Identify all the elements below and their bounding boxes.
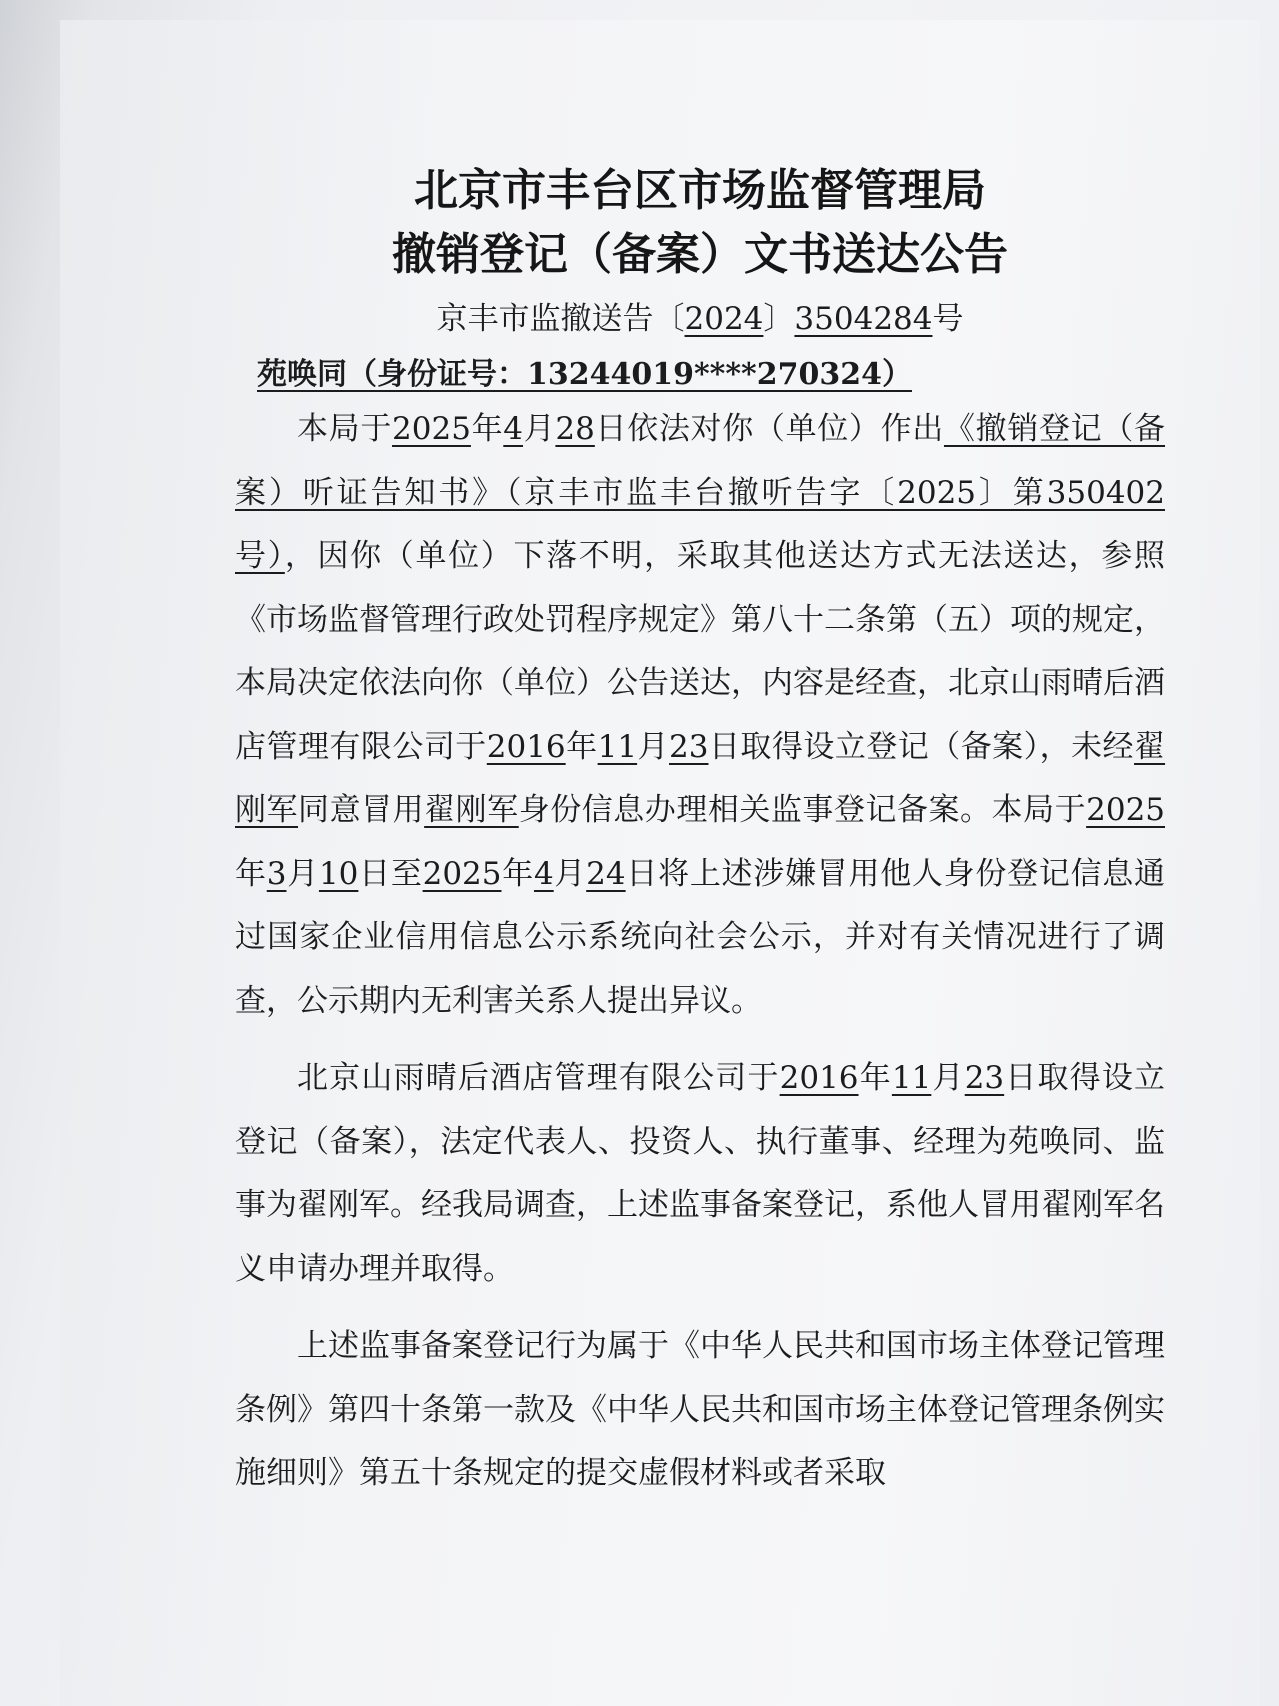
text-span: 年: [235, 855, 267, 892]
text-span: 月: [931, 1060, 965, 1096]
notice-document: [235, 160, 1165, 1506]
date-day: 10: [318, 855, 359, 892]
paragraph-3: 上述监事备案登记行为属于《中华人民共和国市场主体登记管理条例》第四十条第一款及《中华人民共和国市场主体登记管理条例实施细则》第五十条规定的提交虚假材料或者采取: [235, 1328, 1165, 1491]
document-number: [235, 296, 1165, 342]
text-span: 日至: [358, 855, 423, 892]
docno-number: 3504284: [794, 301, 933, 337]
date-year: 2025: [1086, 792, 1166, 828]
notice-title: 撤销登记（备案）文书送达公告: [392, 229, 1008, 280]
date-day: 28: [555, 411, 595, 447]
person-name: 翟刚军: [235, 728, 1166, 828]
text-span: ，因你（单位）下落不明，采取其他送达方式无法送达，参照《市场监督管理行政处罚程序规定》第八十二条第（五）项的规定，本局决定依法向你（单位）公告送达，内容是经查，北京山雨晴后酒店管理有限公司于: [235, 538, 1166, 765]
text-span: 身份信息办理相关监事登记备案。本局于: [518, 792, 1087, 828]
date-month: 4: [533, 855, 554, 892]
person-name: 翟刚军: [424, 792, 519, 828]
text-span: 年: [565, 728, 598, 765]
date-month: 4: [503, 411, 524, 447]
recipient-name-id: 苑唤同（身份证号：13244019****270324）: [257, 357, 912, 392]
hearing-notice-title: 《撤销登记（备案）听证告知书》（京丰市监丰台撤听告字〔2025〕第350402号）: [235, 411, 1166, 574]
text-span: 月: [523, 411, 556, 447]
document-page: [60, 20, 1260, 1706]
docno-prefix: 京丰市监撤送告〔: [436, 301, 685, 337]
date-month: 11: [891, 1060, 932, 1096]
text-span: 同意冒用: [298, 792, 425, 828]
docno-year: 2024: [684, 301, 764, 337]
docno-suffix: 号: [932, 301, 964, 337]
text-span: 年: [501, 855, 534, 892]
paragraph-1: [235, 398, 1165, 1033]
text-span: 月: [286, 855, 319, 892]
date-year: 2025: [392, 411, 471, 447]
text-span: 日取得设立登记（备案），法定代表人、投资人、执行董事、经理为苑唤同、监事为翟刚军。经我局调查，上述监事备案登记，系他人冒用翟刚军名义申请办理并取得。: [235, 1060, 1166, 1287]
text-span: 日取得设立登记（备案），未经: [708, 728, 1135, 765]
text-span: 本局于: [297, 411, 393, 447]
text-span: 日依法对你（单位）作出: [594, 411, 944, 447]
date-month: 11: [597, 728, 638, 765]
date-year: 2016: [486, 728, 566, 765]
date-year: 2016: [779, 1060, 859, 1096]
recipient-line: [257, 352, 1165, 398]
date-day: 23: [964, 1060, 1005, 1096]
paragraph-2: [235, 1047, 1165, 1301]
issuer-title: 北京市丰台区市场监督管理局: [414, 165, 986, 216]
date-year: 2025: [422, 855, 502, 892]
date-month: 3: [266, 855, 287, 892]
text-span: 年: [858, 1060, 892, 1096]
docno-middle: 〕: [763, 301, 795, 337]
date-day: 23: [669, 728, 709, 765]
date-day: 24: [586, 855, 626, 892]
text-span: 日将上述涉嫌冒用他人身份登记信息通过国家企业信用信息公示系统向社会公示，并对有关情况进行了调查，公示期内无利害关系人提出异议。: [235, 855, 1166, 1019]
text-span: 年: [470, 411, 504, 447]
text-span: 月: [553, 855, 587, 892]
text-span: 月: [637, 728, 670, 765]
text-span: 北京山雨晴后酒店管理有限公司于: [297, 1060, 780, 1096]
